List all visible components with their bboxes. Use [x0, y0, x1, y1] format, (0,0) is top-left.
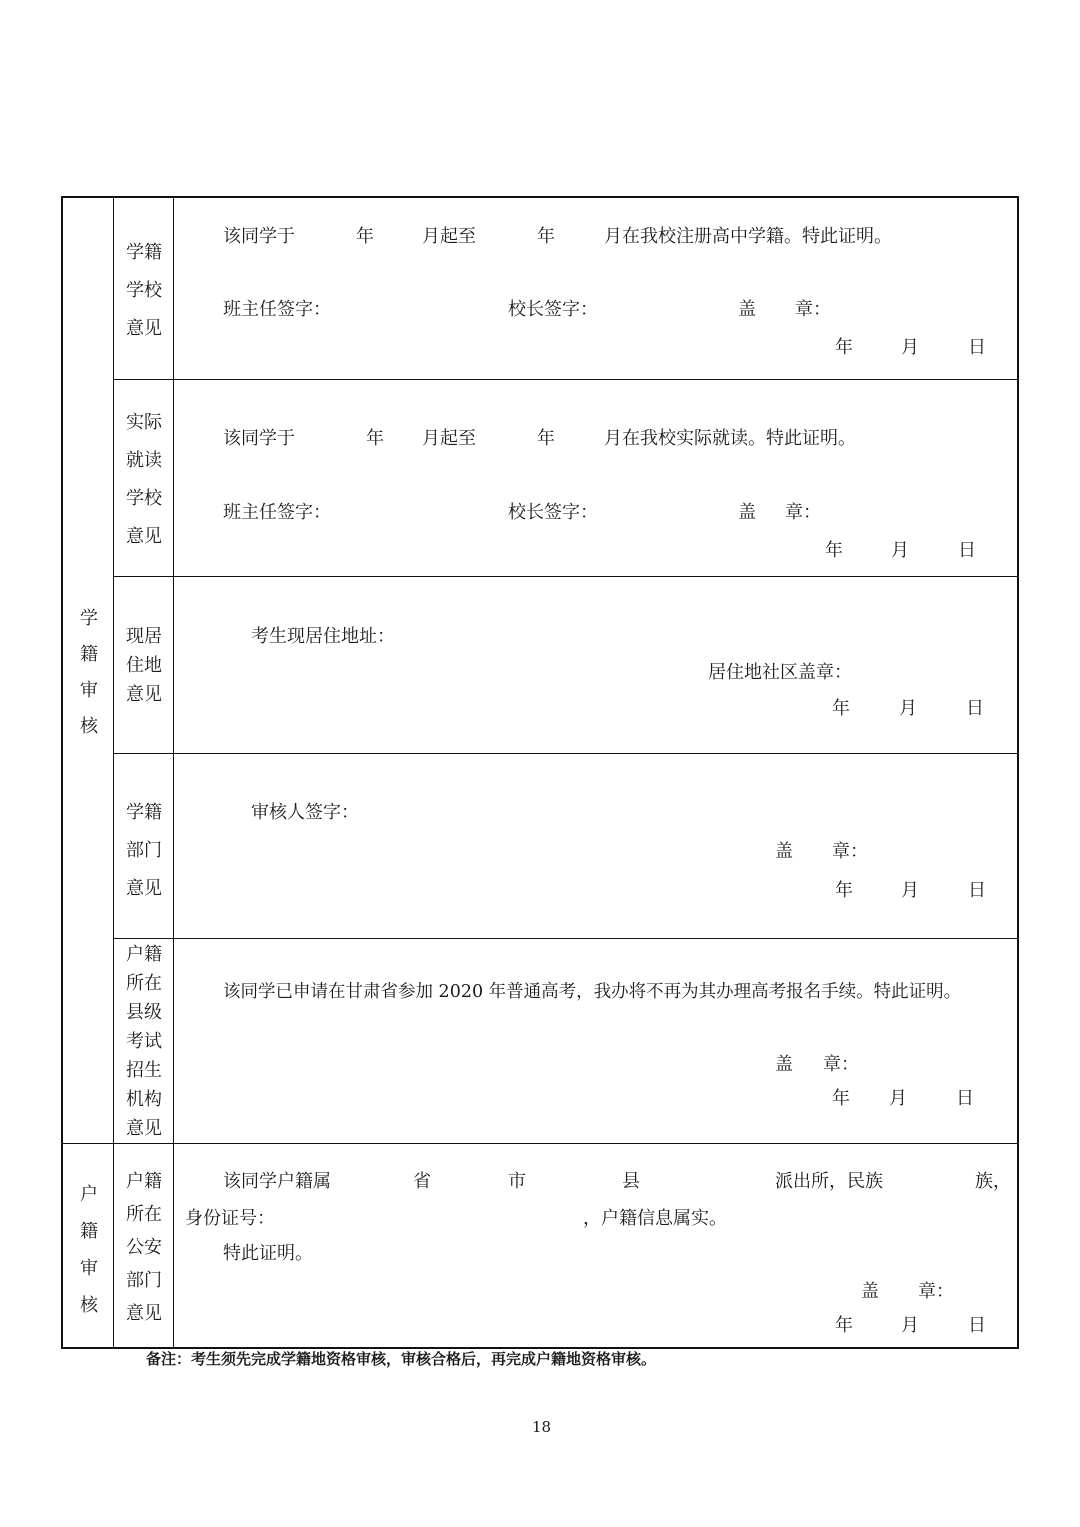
text: 省	[413, 1171, 431, 1192]
group-label-xueji: 学 籍 审 核	[80, 608, 98, 737]
reviewer-signature-label: 审核人签字：	[251, 802, 359, 823]
date-month: 月	[899, 698, 917, 719]
seal-label: 章：	[823, 1054, 859, 1075]
row-label-county-exam-office: 户籍 所在 县级 考试 招生 机构 意见	[126, 944, 162, 1139]
row-label-residence: 现居 住地 意见	[126, 626, 162, 705]
date-day: 日	[958, 540, 976, 561]
text: 该同学于	[223, 226, 295, 247]
seal-label: 章：	[832, 841, 868, 862]
seal-label: 盖	[861, 1281, 879, 1302]
seal-label: 章：	[795, 299, 831, 320]
seal-label: 章：	[785, 502, 821, 523]
divider	[62, 1143, 1018, 1144]
date-month: 月	[901, 337, 919, 358]
seal-label: 盖	[738, 502, 756, 523]
divider	[173, 197, 174, 1348]
page-number: 18	[532, 1418, 552, 1436]
text: 年	[537, 428, 555, 449]
date-day: 日	[968, 337, 986, 358]
principal-signature-label: 校长签字：	[508, 502, 598, 523]
row-label-registration-dept: 学籍 部门 意见	[126, 802, 162, 899]
row-label-police-dept: 户籍 所在 公安 部门 意见	[126, 1171, 162, 1324]
date-year: 年	[835, 880, 853, 901]
seal-label: 章：	[918, 1281, 954, 1302]
date-day: 日	[956, 1088, 974, 1109]
community-seal-label: 居住地社区盖章：	[708, 662, 852, 683]
row-label-school-registration: 学籍 学校 意见	[126, 242, 162, 339]
text: 月在我校注册高中学籍。特此证明。	[604, 226, 892, 247]
text: 市	[508, 1171, 526, 1192]
date-month: 月	[901, 880, 919, 901]
seal-label: 盖	[775, 841, 793, 862]
divider	[113, 938, 1018, 939]
date-year: 年	[835, 337, 853, 358]
text: 特此证明。	[223, 1243, 313, 1264]
text: 年	[366, 428, 384, 449]
text: 年	[356, 226, 374, 247]
divider	[113, 753, 1018, 754]
date-day: 日	[966, 698, 984, 719]
date-year: 年	[835, 1315, 853, 1336]
county-statement: 该同学已申请在甘肃省参加 2020 年普通高考，我办将不再为其办理高考报名手续。特此证明。	[223, 982, 962, 1002]
date-month: 月	[891, 540, 909, 561]
principal-signature-label: 校长签字：	[508, 299, 598, 320]
head-teacher-signature-label: 班主任签字：	[223, 502, 331, 523]
divider	[113, 576, 1018, 577]
date-year: 年	[825, 540, 843, 561]
text: 年	[537, 226, 555, 247]
text: 族，	[975, 1171, 1011, 1192]
group-label-huji: 户 籍 审 核	[80, 1184, 98, 1316]
row-label-actual-school: 实际 就读 学校 意见	[126, 412, 162, 547]
text: 月起至	[422, 226, 476, 247]
date-month: 月	[889, 1088, 907, 1109]
text: 月在我校实际就读。特此证明。	[604, 428, 856, 449]
seal-label: 盖	[738, 299, 756, 320]
text: 县	[622, 1171, 640, 1192]
text: ，户籍信息属实。	[583, 1208, 727, 1229]
seal-label: 盖	[775, 1054, 793, 1075]
divider	[113, 379, 1018, 380]
text: 月起至	[422, 428, 476, 449]
date-month: 月	[901, 1315, 919, 1336]
date-day: 日	[968, 1315, 986, 1336]
text: 该同学于	[223, 428, 295, 449]
head-teacher-signature-label: 班主任签字：	[223, 299, 331, 320]
date-year: 年	[832, 1088, 850, 1109]
date-day: 日	[968, 880, 986, 901]
id-number-label: 身份证号：	[185, 1208, 275, 1229]
text: 该同学户籍属	[223, 1171, 331, 1192]
date-year: 年	[832, 698, 850, 719]
residence-address-label: 考生现居住地址：	[251, 626, 395, 647]
divider	[113, 197, 114, 1348]
text: 派出所，民族	[775, 1171, 883, 1192]
footnote: 备注：考生须先完成学籍地资格审核，审核合格后，再完成户籍地资格审核。	[146, 1350, 657, 1368]
